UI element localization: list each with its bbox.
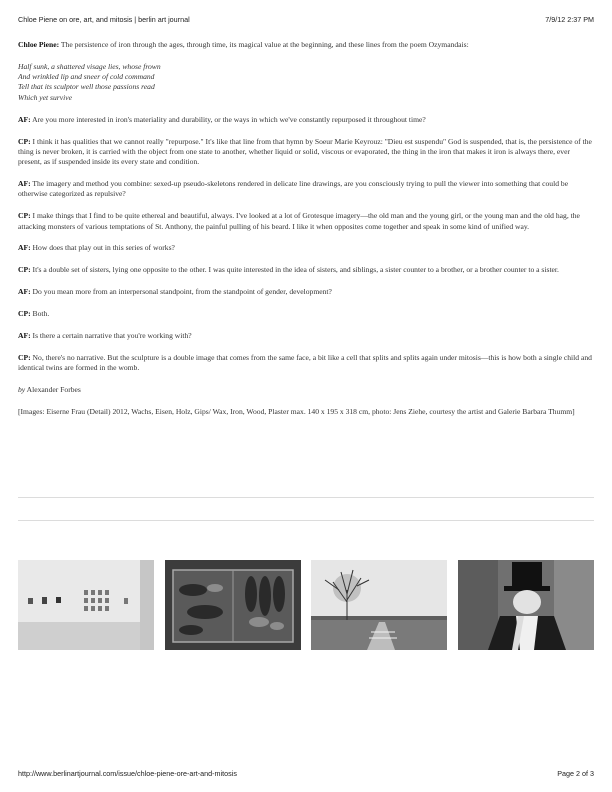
- paragraph-text: How does that play out in this series of works?: [30, 243, 175, 253]
- exchange-paragraph: [18, 353, 594, 374]
- exchange-paragraph: [18, 265, 594, 275]
- poem-line: Which yet survive: [18, 92, 72, 102]
- exchange-paragraph: [18, 331, 594, 341]
- speaker-label: CP:: [18, 136, 31, 146]
- exchange-paragraph: [18, 243, 594, 253]
- byline-label: by: [18, 385, 26, 395]
- poem-line: And wrinkled lip and sneer of cold command: [18, 72, 155, 82]
- divider: [18, 497, 594, 498]
- thumbnail-gallery-installation[interactable]: [18, 560, 154, 650]
- paragraph-text: The imagery and method you combine: sexed-up pseudo-skeletons rendered in delicate line drawings, are you consciously trying to pull the viewer into something that could be otherwise categorized as repulsive?: [18, 179, 569, 199]
- paragraph-text: Is there a certain narrative that you're working with?: [30, 330, 192, 340]
- exchange-paragraph: [18, 287, 594, 297]
- speaker-label: AF:: [18, 114, 31, 124]
- author-name: Alexander Forbes: [25, 385, 81, 395]
- page-title: Chloe Piene on ore, art, and mitosis | berlin art journal: [18, 15, 190, 24]
- thumbnail-sculpture-detail[interactable]: [165, 560, 301, 650]
- page-number: Page 2 of 3: [557, 769, 594, 778]
- paragraph-text: Both.: [30, 309, 50, 319]
- paragraph-text: I think it has qualities that we cannot really "repurpose." It's like that line from that hymn by Soeur Marie Keyrouz: "Dieu est suspendu" God is suspended, that is, the persistence of the thing is never broken, it is carried with the object from one state to another, whether liquid or solid, viscous or evaporated, the thing in the iron that makes it iron is always there, ever present, as if suspended inside its every state and condition.: [18, 136, 592, 167]
- paragraph-text: The persistence of iron through the ages, through time, its magical value at the beginning, and these lines from the poem Ozymandais:: [59, 40, 469, 49]
- exchange-paragraph: [18, 179, 594, 200]
- speaker-label: AF:: [18, 330, 31, 340]
- intro-paragraph: [18, 40, 594, 50]
- page-url: http://www.berlinartjournal.com/issue/chloe-piene-ore-art-and-mitosis: [18, 769, 237, 778]
- paragraph-text: Are you more interested in iron's materiality and durability, or the ways in which we've constantly repurposed it throughout time?: [30, 114, 426, 124]
- byline: [18, 385, 594, 395]
- gallery-installation-photo: [18, 560, 154, 650]
- speaker-label: CP:: [18, 211, 31, 221]
- thumbnail-tree-landscape[interactable]: [311, 560, 447, 650]
- thumbnail-top-hat-figure[interactable]: [458, 560, 594, 650]
- print-footer: [18, 769, 594, 778]
- image-gallery: [18, 560, 594, 650]
- speaker-label: Chloe Piene:: [18, 40, 60, 49]
- paragraph-text: Do you mean more from an interpersonal standpoint, from the standpoint of gender, development?: [30, 287, 332, 297]
- poem-quote: [18, 62, 594, 103]
- divider: [18, 520, 594, 521]
- exchange-paragraph: [18, 137, 594, 168]
- speaker-label: CP:: [18, 352, 31, 362]
- poem-line: Tell that its sculptor well those passions read: [18, 82, 155, 92]
- exchange-paragraph: [18, 211, 594, 232]
- image-caption: [Images: Eiserne Frau (Detail) 2012, Wachs, Eisen, Holz, Gips/ Wax, Iron, Wood, Plaster max. 140 x 195 x 318 cm, photo: Jens Ziehe, courtesy the artist and Galerie Barbara Thumm]: [18, 406, 575, 416]
- speaker-label: AF:: [18, 179, 31, 189]
- speaker-label: CP:: [18, 265, 31, 275]
- exchange-paragraph: [18, 309, 594, 319]
- paragraph-text: No, there's no narrative. But the sculpture is a double image that comes from the same face, a bit like a cell that splits and splits again under mitosis—this is how both a single child and identical twins are formed in the womb.: [18, 352, 592, 373]
- article-body: [18, 40, 594, 429]
- paragraph-text: It's a double set of sisters, lying one opposite to the other. I was quite interested in the idea of sisters, and siblings, a sister counter to a brother, or a brother counter to a sister.: [30, 265, 559, 275]
- speaker-label: AF:: [18, 287, 31, 297]
- print-header: [18, 15, 594, 24]
- tree-landscape-photo: [311, 560, 447, 650]
- exchange-paragraph: [18, 115, 594, 125]
- speaker-label: CP:: [18, 309, 31, 319]
- poem-line: Half sunk, a shattered visage lies, whose frown: [18, 61, 161, 71]
- top-hat-figure-photo: [458, 560, 594, 650]
- print-datetime: 7/9/12 2:37 PM: [545, 15, 594, 24]
- speaker-label: AF:: [18, 243, 31, 253]
- sculpture-detail-photo: [165, 560, 301, 650]
- paragraph-text: I make things that I find to be quite ethereal and beautiful, always. I've looked at a lot of Grotesque imagery—the old man and the young girl, or the young man and the old hag, the attacking monsters of various temptations of St. Anthony, the painful pulling of his beard. I like it when opposites come together and speak in some kind of unified way.: [18, 211, 580, 231]
